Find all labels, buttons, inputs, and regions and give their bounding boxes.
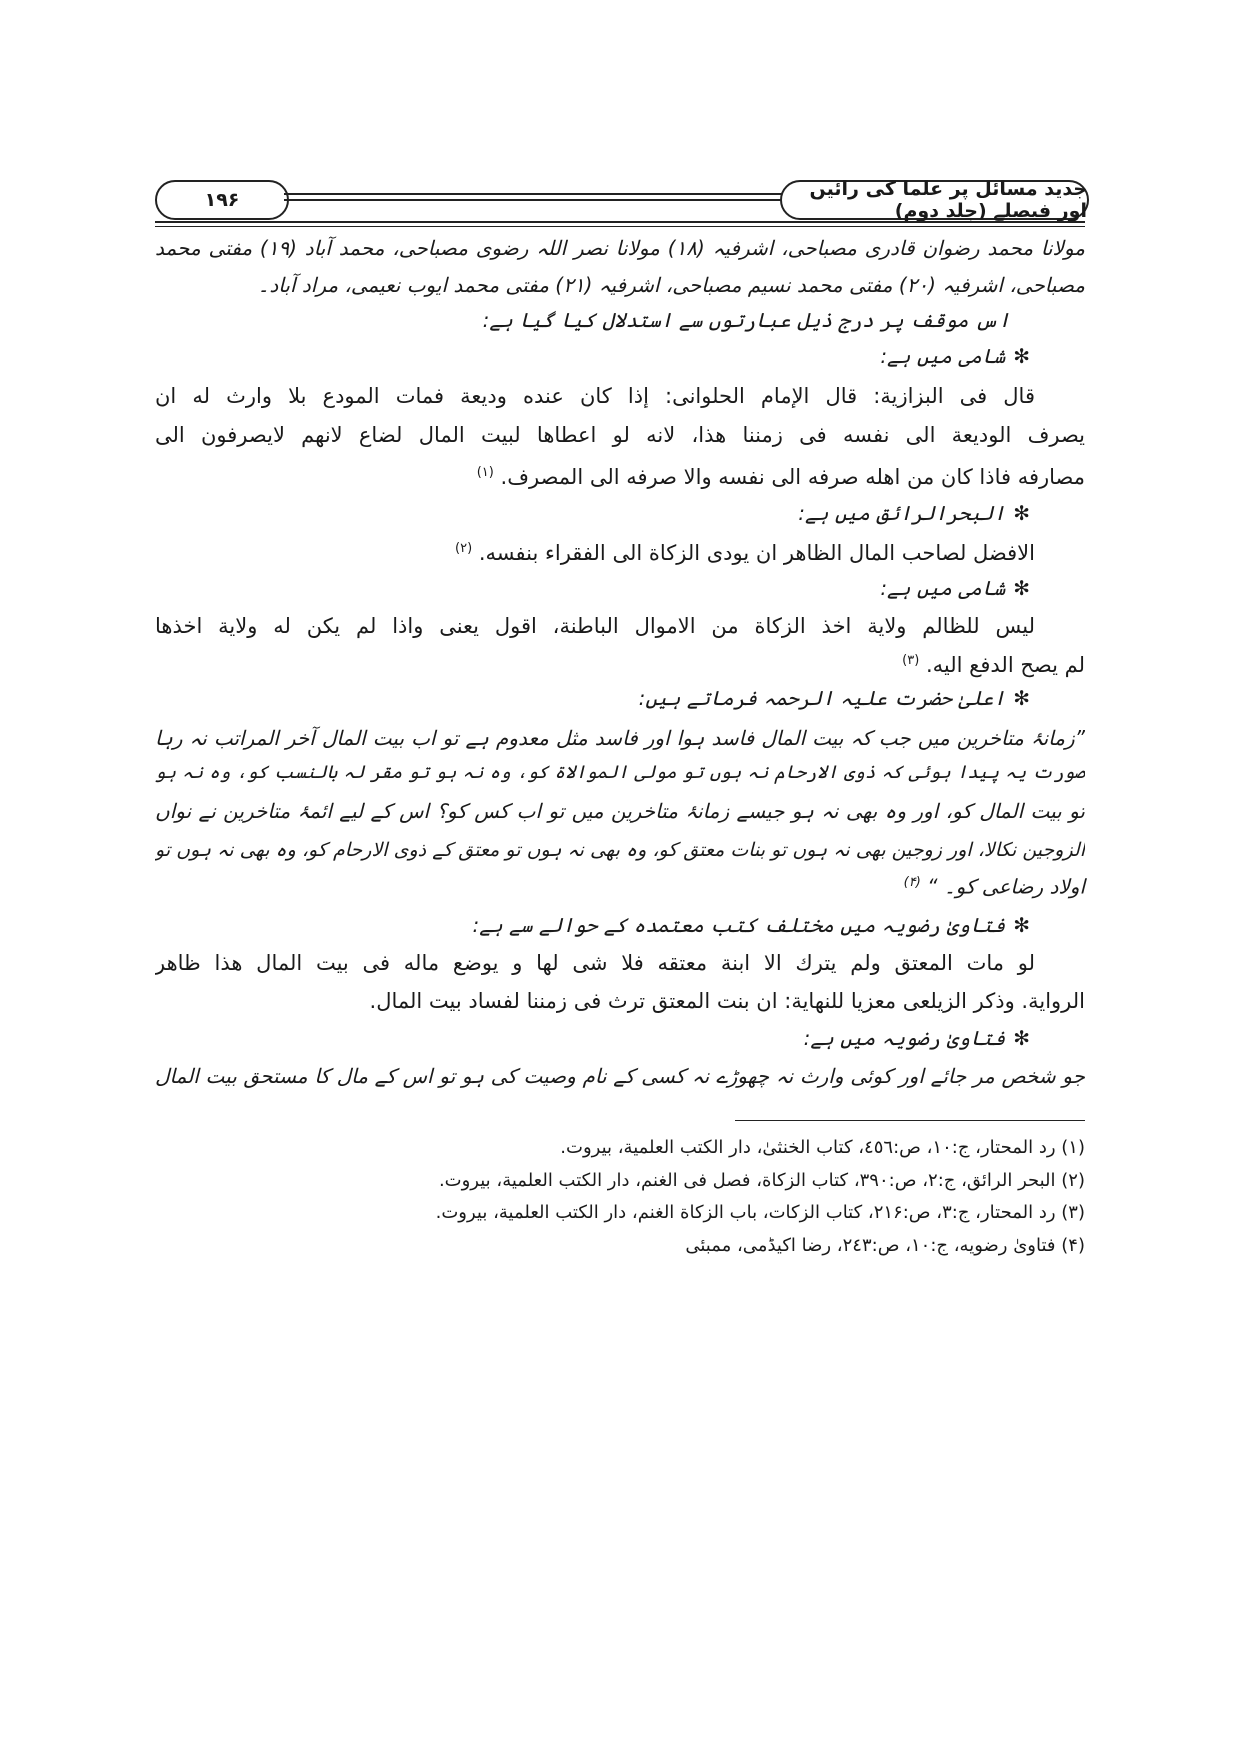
quote-line: صورت یہ پیدا ہوئی کہ ذوی الارحام نہ ہوں تو مولی الموالاۃ کو، وہ نہ ہو تو مقر لہ بالنسب کو، وہ نہ ہو [155,762,1085,783]
page-number: ۱۹۶ [155,180,289,220]
body-line: مصارفه فاذا کان من اهله صرفه الى نفسه والا صرفه الى المصرف. $^{(۱)}$ [476,465,1085,489]
quote-line: تو بیت المال کو، اور وہ بھی نہ ہو جیسے زمانۂ متاخرین میں تو اب کس کو؟ اس کے لیے ائمۂ متاخرین نے نواں [155,799,1085,823]
bullet-icon: ✻ [1013,344,1030,368]
bullet-icon: ✻ [1013,686,1030,710]
footnote: (۲) البحر الرائق، ج:۲، ص:۳۹۰، کتاب الزکاة، فصل فی الغنم، دار الکتب العلمية، بيروت. [438,1170,1085,1191]
footnote-ref: (۱) [476,465,494,480]
section-heading: ✻البحرالرائق میں ہے: [798,501,1030,525]
bullet-icon: ✻ [1013,501,1030,525]
body-line: لو مات المعتق ولم يترك الا ابنة معتقه فلا شی لها و يوضع ماله فی بيت المال هذا ظاهر [155,951,1035,975]
body-line: مولانا محمد رضوان قادری مصباحی، اشرفیہ (۱۸) مولانا نصر اللہ رضوی مصباحی، محمد آباد (۱۹) مفتی محمد [155,236,1085,260]
bullet-icon: ✻ [1013,576,1030,600]
body-line: ليس للظالم ولاية اخذ الزکاة من الاموال الباطنة، اقول يعنی واذا لم يکن له ولاية اخذها [155,614,1035,638]
quote-line: الزوجین نکالا، اور زوجین بھی نہ ہوں تو بنات معتق کو، وہ بھی نہ ہوں تو معتق کے ذوی الارحام کو، وہ بھی نہ ہوں تو [155,839,1085,861]
body-line: الرواية. وذکر الزيلعی معزيا للنهاية: ان بنت المعتق ترث فی زمننا لفساد بيت المال. [369,989,1085,1013]
book-title: جدید مسائل پر علما کی رائیں اور فیصلے (جلد دوم) [780,180,1089,220]
footnote-ref: (۴) [903,875,921,890]
body-line: يصرف الوديعة الى نفسه فی زمننا هذا، لانه لو اعطاها لبيت المال لضاع لانهم لايصرفون الى [155,423,1085,447]
body-line: قال فی البزازية: قال الإمام الحلوانی: إذا کان عنده وديعة فمات المودع بلا وارث له ان [155,384,1035,408]
bullet-icon: ✻ [1013,913,1030,937]
body-line: اس موقف پر درج ذیل عبارتوں سے استدلال کیا گیا ہے: [482,308,1010,332]
section-heading: ✻اعلیٰ حضرت علیہ الرحمہ فرماتے ہیں: [638,686,1030,710]
section-heading: ✻شامی میں ہے: [880,576,1030,600]
quote-line: ”زمانۂ متاخرین میں جب کہ بیت المال فاسد ہوا اور فاسد مثل معدوم ہے تو اب بیت المال آخر المراتب نہ رہا [155,726,1085,750]
footnote: (۴) فتاویٰ رضويه، ج:۱۰، ص:۲٤۳، رضا اکیڈمی، ممبئی [685,1235,1085,1256]
section-heading: ✻فتاویٰ رضویہ میں ہے: [803,1026,1030,1050]
header-rule [284,193,782,195]
footnote-ref: (۲) [455,541,473,556]
footnote-divider [735,1120,1085,1121]
body-line: جو شخص مر جائے اور کوئی وارث نہ چھوڑے نہ کسی کے نام وصیت کی ہو تو اس کے مال کا مستحق بیت المال [155,1064,1085,1088]
body-line: مصباحی، اشرفیہ (۲۰) مفتی محمد نسیم مصباحی، اشرفیہ (۲۱) مفتی محمد ایوب نعیمی، مراد آباد۔ [257,273,1085,297]
footnote-ref: (۳) [902,653,920,668]
bullet-icon: ✻ [1013,1026,1030,1050]
header-rule [284,199,782,201]
footnote: (۱) رد المحتار، ج:۱۰، ص:٤٥٦، کتاب الخنثیٰ، دار الکتب العلمية، بيروت. [560,1137,1085,1158]
body-line: الافضل لصاحب المال الظاهر ان يودی الزکاة الى الفقراء بنفسه. $^{(۲)}$ [455,541,1035,565]
header-divider [155,226,1085,227]
body-line: لم يصح الدفع اليه. $^{(۳)}$ [902,653,1085,677]
header-divider [155,221,1085,223]
footnote: (۳) رد المحتار، ج:۳، ص:۲۱۶، کتاب الزکات، باب الزکاة الغنم، دار الکتب العلمية، بيروت. [435,1202,1085,1223]
quote-line: اولاد رضاعی کو۔ “ $^{(۴)}$ [903,874,1085,899]
section-heading: ✻شامی میں ہے: [880,344,1030,368]
section-heading: ✻فتاویٰ رضویہ میں مختلف کتب معتمدہ کے حوالے سے ہے: [472,913,1030,937]
